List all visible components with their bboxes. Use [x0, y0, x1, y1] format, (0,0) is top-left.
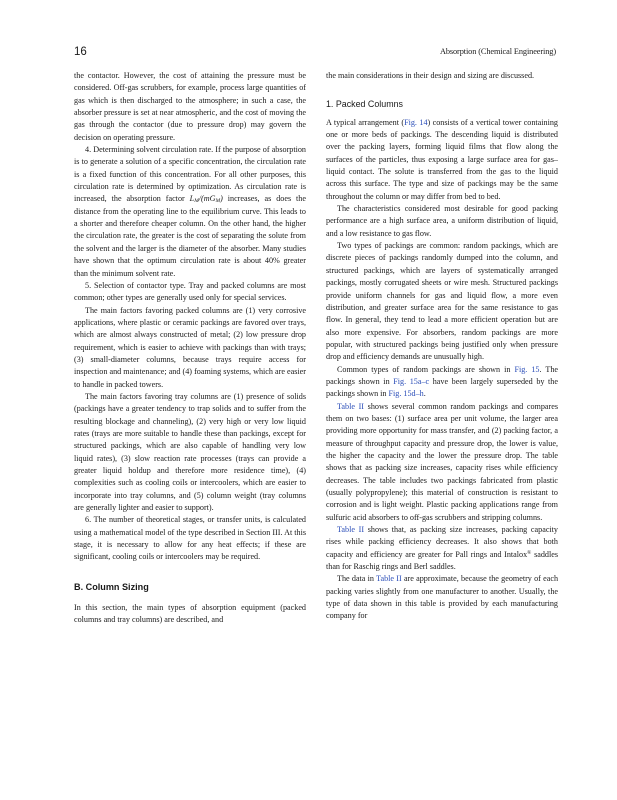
paragraph-characteristics: The characteristics considered most desirable for good packing performance are a high surface area, a uniform distribution of liquid, and a low resistance to gas flow.: [326, 204, 558, 238]
absorption-factor-formula: $L_M/(mG_M)$: [189, 194, 223, 205]
paragraph: the main considerations in their design and sizing are discussed.: [326, 71, 535, 80]
subsection-heading-packed-columns: 1. Packed Columns: [326, 99, 403, 110]
paragraph: the contactor. However, the cost of attaining the pressure must be considered. Off-gas scrubbers, for example, process large quantities of gas which is then discharged to the atmosphere; in such a case, the absorber pressure is set at near atmospheric, and the cost of moving the gas through the contactor (due to pressure drop) may govern the decision on operating pressure.: [74, 71, 306, 142]
table-link-table2[interactable]: Table II: [337, 401, 365, 411]
figure-link-fig15a-c[interactable]: Fig. 15a–c: [393, 376, 430, 386]
paragraph-theoretical-stages: 6. The number of theoretical stages, or transfer units, is calculated using a mathematical model of the type described in Section III. At this stage, it is necessary to allow for any heat effects; if these are significant, cooling coils or intercoolers may be required.: [74, 515, 306, 562]
table-link-table2[interactable]: Table II: [376, 574, 402, 584]
page-header: [74, 44, 556, 60]
running-head: Absorption (Chemical Engineering): [439, 47, 556, 56]
right-column: [326, 70, 558, 623]
paragraph-packing-types: Two types of packings are common: random packings, which are discrete pieces of packings randomly dumped into the column, and structured packings, which are layers of systematically arranged packings, mostly corrugated sheets or wire mesh. Structured packings provide uniform channels for gas and liquid flow, a more even distribution, and greater surface area for the same resistance to gas flow. In general, they tend to lead a more efficient operation but are also more expensive. For absorbers, random packings are more popular, with structured packings being justified only when pressure drop and efficiency demands are unusually high.: [326, 241, 558, 362]
paragraph-table-comparison: Table II shows several common random packings and compares them on two bases: (1) surface area per unit volume, the larger area providing more opportunity for mass transfer, and (2) packing factor, a measure of throughput capacity and pressure drop, the lower is value, the higher the capacity and the lower the pressure drop. The table shows that as packing size increases, capacity rises while efficiency decreases. The table includes two packings fabricated from plastic (usually polypropylene); this material of construction is resistant to corrosion and is light weight. Plastic packing applications range from sulfuric acid absorbers to off-gas scrubbers and stripping columns.: [326, 401, 558, 522]
figure-link-fig14[interactable]: Fig. 14: [404, 117, 428, 127]
paragraph-packed-factors: The main factors favoring packed columns are (1) very corrosive applications, where plastic or ceramic packings are favored over trays, which are almost always constructed of metal; (2) low pressure drop requirement, which is easier to achieve with packings than with trays; (3) small-diameter columns, because trays require access for inspection and maintenance; and (4) foaming systems, which are easier to handle in packed towers.: [74, 305, 306, 389]
paragraph-data-approximate: The data in Table II are approximate, because the geometry of each packing varies slightly from one manufacturer to another. Usually, the type of data shown in this table is provided by each manufacturing company for: [326, 574, 559, 621]
registered-mark: ®: [527, 549, 532, 556]
figure-link-fig15d-h[interactable]: Fig. 15d–h: [388, 389, 424, 399]
page-number: 16: [74, 46, 87, 58]
table-link-table2[interactable]: Table II: [337, 525, 365, 535]
section-heading-column-sizing: B. Column Sizing: [74, 581, 149, 592]
paragraph-random-packings: Common types of random packings are shown in Fig. 15. The packings shown in Fig. 15a–c have been largely superseded by the packings shown in Fig. 15d–h.: [326, 364, 558, 399]
figure-link-fig15[interactable]: Fig. 15: [514, 364, 540, 374]
paragraph-typical-arrangement: A typical arrangement (Fig. 14) consists of a vertical tower containing one or more beds of packings. The descending liquid is distributed over the packing layers, forming liquid films that flow along the surfaces of the particles, thus exposing a large surface area for gas–liquid contact. The solute is transferred from the gas to the liquid across this surface. The type and size of packings may be the same throughout the column or may differ from bed to bed.: [326, 117, 558, 201]
paragraph-solvent-circulation: 4. Determining solvent circulation rate. If the purpose of absorption is to generate a solution of a specific concentration, the circulation rate is a fixed function of this concentration. For all other purposes, this circulation rate is determined by optimization. As circulation rate is increased, the absorption factor $L_M/(mG_M)$ increases, as does the distance from the operating line to the equilibrium curve. This leads to a shorter and therefore cheaper column. On the other hand, the higher the circulation rate, the greater is the cost of separating the solute from the solvent and the larger is the diameter of the absorber. Many studies have shown that the optimum circulation rate is about 40% greater than the minimum solvent rate.: [74, 145, 306, 278]
paragraph-contactor-type: 5. Selection of contactor type. Tray and packed columns are most common; other types are generally used only for special services.: [74, 280, 306, 303]
left-column: [74, 70, 306, 627]
paragraph-packing-size: Table II shows that, as packing size increases, packing capacity rises while packing efficiency decreases. It also shows that both capacity and efficiency are greater for Pall rings and Intalox® saddles than for Raschig rings and Berl saddles.: [326, 525, 558, 572]
paragraph: In this section, the main types of absorption equipment (packed columns and tray columns) are described, and: [74, 603, 306, 625]
paragraph-tray-factors: The main factors favoring tray columns are (1) presence of solids (packings have a greater tendency to trap solids and to suffer from the resulting blockage and channeling), (2) very high or very low liquid rates (trays are more suitable to handle these than packings, except for structured packings, which are also capable of handling very low liquid rates), (3) slow reaction rate processes (trays can provide a greater liquid holdup and therefore more residence time), (4) complexities such as cooling coils or intercoolers, which are easier to incorporate into tray columns, and (5) column weight (tray columns are generally lighter and easier to support).: [74, 391, 306, 513]
